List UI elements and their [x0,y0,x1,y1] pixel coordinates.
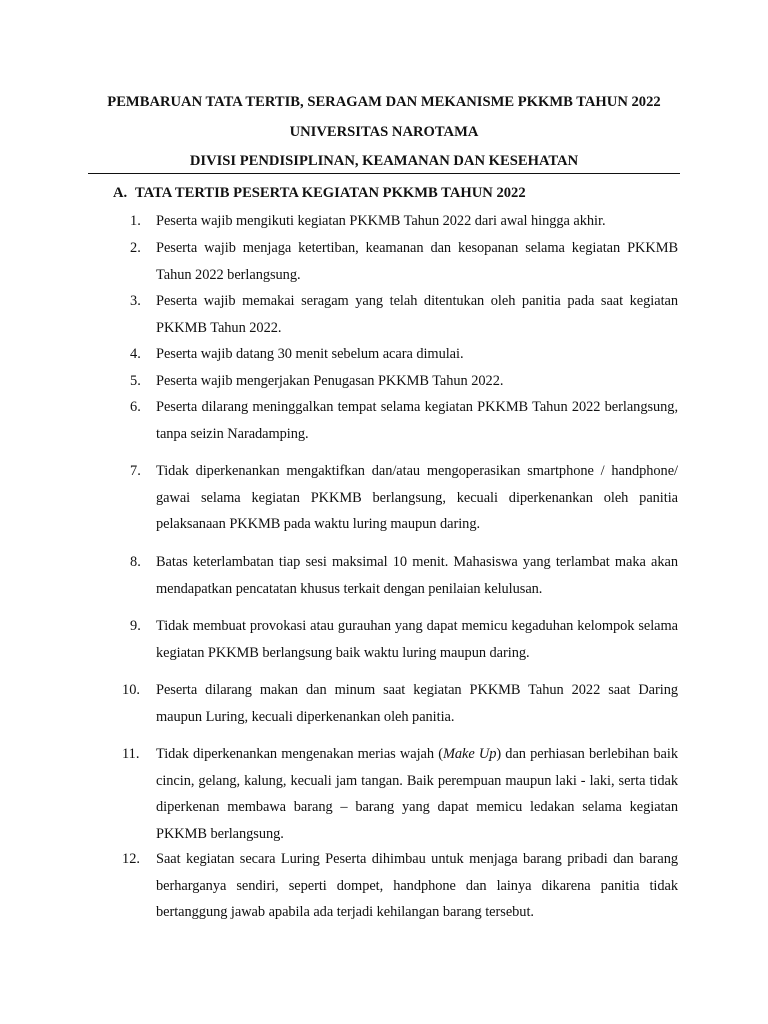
header-divider [88,173,680,174]
rule-text: Peserta dilarang makan dan minum saat kegiatan PKKMB Tahun 2022 saat Daring maupun Luring, kecuali diperkenankan oleh panitia. [156,682,678,725]
rule-text-part: ) dan perhiasan berlebihan baik cincin, gelang, kalung, kecuali jam tangan. Baik perempuan maupun laki - laki, serta tidak diperkenan membawa barang – barang yang dapat memicu ledakan selama kegiatan PKKMB berlangsung. [156,746,678,842]
rule-item-5 [130,368,678,395]
section-title: TATA TERTIB PESERTA KEGIATAN PKKMB TAHUN 2022 [135,185,526,201]
rule-text-part: Tidak diperkenankan mengenakan merias wajah ( [156,746,443,762]
rule-number: 3. [130,293,141,309]
rule-number: 6. [130,399,141,415]
rule-text: Tidak membuat provokasi atau gurauhan yang dapat memicu kegaduhan kelompok selama kegiatan PKKMB berlangsung baik waktu luring maupun daring. [156,618,678,661]
rule-item-10 [122,677,678,730]
rule-text: Tidak diperkenankan mengaktifkan dan/atau mengoperasikan smartphone / handphone/ gawai selama kegiatan PKKMB berlangsung, kecuali diperkenankan oleh panitia pelaksanaan PKKMB pada waktu luring maupun daring. [156,463,678,532]
rule-number: 4. [130,346,141,362]
rule-number: 9. [130,618,141,634]
rule-number: 10. [122,682,140,698]
rule-number: 7. [130,463,141,479]
rule-text: Peserta wajib mengerjakan Penugasan PKKMB Tahun 2022. [156,373,504,389]
rule-item-8 [130,549,678,602]
rule-text: Peserta dilarang meninggalkan tempat selama kegiatan PKKMB Tahun 2022 berlangsung, tanpa seizin Naradamping. [156,399,678,442]
rule-text: Batas keterlambatan tiap sesi maksimal 10 menit. Mahasiswa yang terlambat maka akan mendapatkan pencatatan khusus terkait dengan penilaian kelulusan. [156,554,678,597]
document-title-line-1: PEMBARUAN TATA TERTIB, SERAGAM DAN MEKANISME PKKMB TAHUN 2022 [107,94,661,110]
rule-item-4 [130,341,678,368]
section-heading [113,184,526,202]
rule-item-1 [130,208,678,235]
rule-number: 11. [122,746,140,762]
rule-text: Peserta wajib memakai seragam yang telah ditentukan oleh panitia pada saat kegiatan PKKMB Tahun 2022. [156,293,678,336]
rule-number: 8. [130,554,141,570]
document-title-line-3: DIVISI PENDISIPLINAN, KEAMANAN DAN KESEHATAN [189,153,579,169]
rule-text: Saat kegiatan secara Luring Peserta dihimbau untuk menjaga barang pribadi dan barang berharganya sendiri, seperti dompet, handphone dan lainya dikarena panitia tidak bertanggung jawab apabila ada terjadi kehilangan barang tersebut. [156,851,678,920]
rule-text: Peserta wajib mengikuti kegiatan PKKMB Tahun 2022 dari awal hingga akhir. [156,213,606,229]
rule-item-3 [130,288,678,341]
rule-text: Peserta wajib menjaga ketertiban, keamanan dan kesopanan selama kegiatan PKKMB Tahun 2022 berlangsung. [156,240,678,283]
rule-number: 1. [130,213,141,229]
rule-item-11 [122,741,678,847]
rule-item-12 [122,846,678,926]
section-letter: A. [113,185,128,201]
rule-number: 12. [122,851,140,867]
rule-number: 5. [130,373,141,389]
rule-item-9 [130,613,678,666]
rule-item-7 [130,458,678,538]
rule-text: Peserta wajib datang 30 menit sebelum acara dimulai. [156,346,464,362]
rule-item-6 [130,394,678,447]
rule-number: 2. [130,240,141,256]
rule-text [156,741,678,847]
rule-text-italic: Make Up [442,746,497,762]
rule-item-2 [130,235,678,288]
document-title-line-2: UNIVERSITAS NAROTAMA [289,124,479,140]
